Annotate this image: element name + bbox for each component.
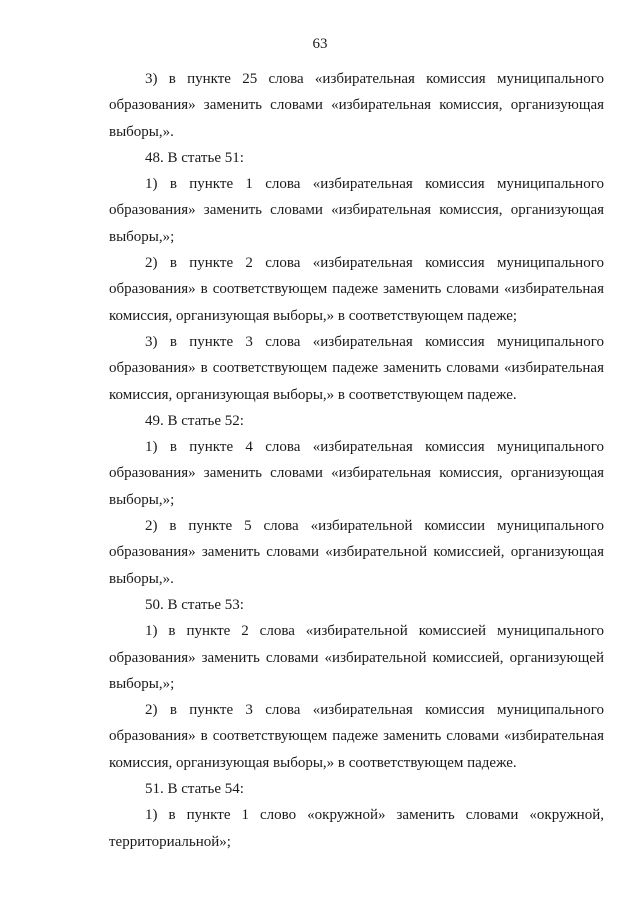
document-body: [109, 66, 604, 855]
amendment-item: 1) в пункте 1 слово «окружной» заменить словами «окружной, территориальной»;: [109, 807, 604, 850]
article-heading: 49. В статье 52:: [145, 412, 244, 429]
amendment-item: 1) в пункте 4 слова «избирательная комиссия муниципального образования» заменить словами «избирательная комиссия, организующая выборы,»;: [109, 439, 604, 508]
amendment-item: 2) в пункте 3 слова «избирательная комиссия муниципального образования» в соответствующем падеже заменить словами «избирательная комиссия, организующая выборы,» в соответствующем падеже.: [109, 702, 604, 771]
page-number: 63: [312, 36, 328, 52]
article-heading: 48. В статье 51:: [145, 149, 244, 166]
amendment-item: 1) в пункте 2 слова «избирательной комиссией муниципального образования» заменить словами «избирательной комиссией, организующей выборы,»;: [109, 623, 604, 692]
amendment-item: 3) в пункте 25 слова «избирательная комиссия муниципального образования» заменить словами «избирательная комиссия, организующая выборы,».: [109, 71, 604, 140]
article-heading: 50. В статье 53:: [145, 596, 244, 613]
amendment-item: 2) в пункте 2 слова «избирательная комиссия муниципального образования» в соответствующем падеже заменить словами «избирательная комиссия, организующая выборы,» в соответствующем падеже;: [109, 255, 604, 324]
article-heading: 51. В статье 54:: [145, 781, 244, 798]
amendment-item: 2) в пункте 5 слова «избирательной комиссии муниципального образования» заменить словами «избирательной комиссией, организующая выборы,».: [109, 518, 604, 587]
amendment-item: 3) в пункте 3 слова «избирательная комиссия муниципального образования» в соответствующем падеже заменить словами «избирательная комиссия, организующая выборы,» в соответствующем падеже.: [109, 333, 604, 403]
amendment-item: 1) в пункте 1 слова «избирательная комиссия муниципального образования» заменить словами «избирательная комиссия, организующая выборы,»;: [109, 176, 604, 245]
